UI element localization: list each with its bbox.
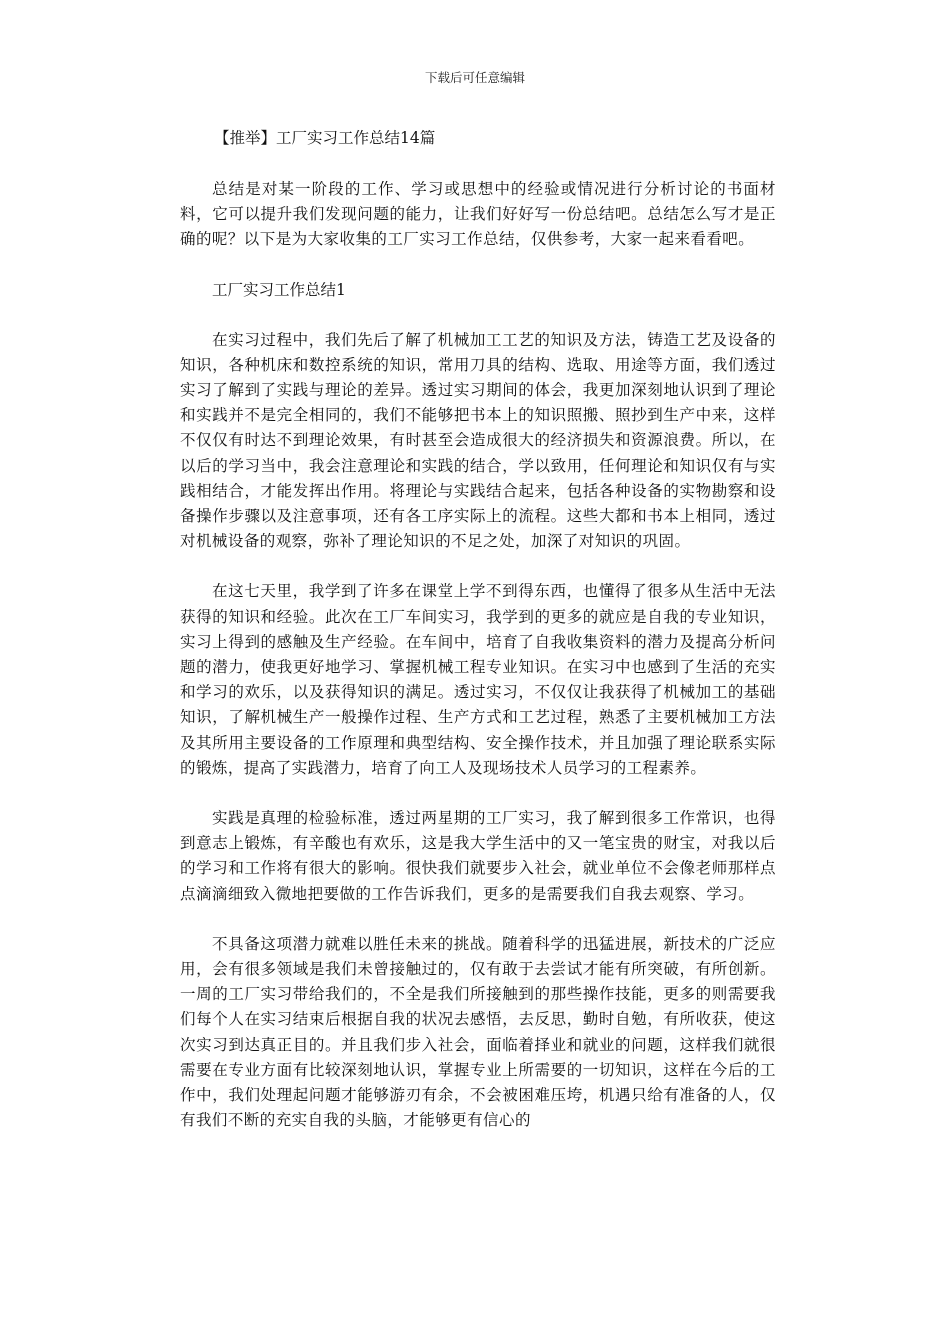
body-paragraph: 在实习过程中，我们先后了解了机械加工工艺的知识及方法，铸造工艺及设备的知识，各种机床和数控系统的知识，常用刀具的结构、选取、用途等方面，我们透过实习了解到了实践与理论的差异。透过实习期间的体会，我更加深刻地认识到了理论和实践并不是完全相同的，我们不能够把书本上的知识照搬、照抄到生产中来，这样不仅仅有时达不到理论效果，有时甚至会造成很大的经济损失和资源浪费。所以，在以后的学习当中，我会注意理论和实践的结合，学以致用，任何理论和知识仅有与实践相结合，才能发挥出作用。将理论与实践结合起来，包括各种设备的实物勘察和设备操作步骤以及注意事项，还有各工序实际上的流程。这些大都和书本上相同，透过对机械设备的观察，弥补了理论知识的不足之处，加深了对知识的巩固。 [180,330,776,551]
section-heading: 工厂实习工作总结1 [212,280,346,299]
page-header-note: 下载后可任意编辑 [424,70,525,85]
body-paragraph: 在这七天里，我学到了许多在课堂上学不到得东西，也懂得了很多从生活中无法获得的知识和经验。此次在工厂车间实习，我学到的更多的就应是自我的专业知识，实习上得到的感触及生产经验。在车间中，培育了自我收集资料的潜力及提高分析问题的潜力，使我更好地学习、掌握机械工程专业知识。在实习中也感到了生活的充实和学习的欢乐，以及获得知识的满足。透过实习，不仅仅让我获得了机械加工的基础知识，了解机械生产一般操作过程、生产方式和工艺过程，熟悉了主要机械加工方法及其所用主要设备的工作原理和典型结构、安全操作技术，并且加强了理论联系实际的锻炼，提高了实践潜力，培育了向工人及现场技术人员学习的工程素养。 [180,582,776,777]
document-body [180,126,776,1159]
body-paragraph: 不具备这项潜力就难以胜任未来的挑战。随着科学的迅猛进展，新技术的广泛应用，会有很多领域是我们未曾接触过的，仅有敢于去尝试才能有所突破，有所创新。一周的工厂实习带给我们的，不全是我们所接触到的那些操作技能，更多的则需要我们每个人在实习结束后根据自我的状况去感悟，去反思，勤时自勉，有所收获，使这次实习到达真正目的。并且我们步入社会，面临着择业和就业的问题，这样我们就很需要在专业方面有比较深刻地认识，掌握专业上所需要的一切知识，这样在今后的工作中，我们处理起问题才能够游刃有余，不会被困难压垮，机遇只给有准备的人，仅有我们不断的充实自我的头脑，才能够更有信心的 [180,934,776,1130]
document-title: 【推举】工厂实习工作总结14篇 [214,129,436,147]
intro-paragraph: 总结是对某一阶段的工作、学习或思想中的经验或情况进行分析讨论的书面材料，它可以提升我们发现问题的能力，让我们好好写一份总结吧。总结怎么写才是正确的呢？以下是为大家收集的工厂实习工作总结，仅供参考，大家一起来看看吧。 [180,180,776,249]
body-paragraph: 实践是真理的检验标准，透过两星期的工厂实习，我了解到很多工作常识，也得到意志上锻炼，有辛酸也有欢乐，这是我大学生活中的又一笔宝贵的财宝，对我以后的学习和工作将有很大的影响。很快我们就要步入社会，就业单位不会像老师那样点点滴滴细致入微地把要做的工作告诉我们，更多的是需要我们自我去观察、学习。 [180,809,776,903]
